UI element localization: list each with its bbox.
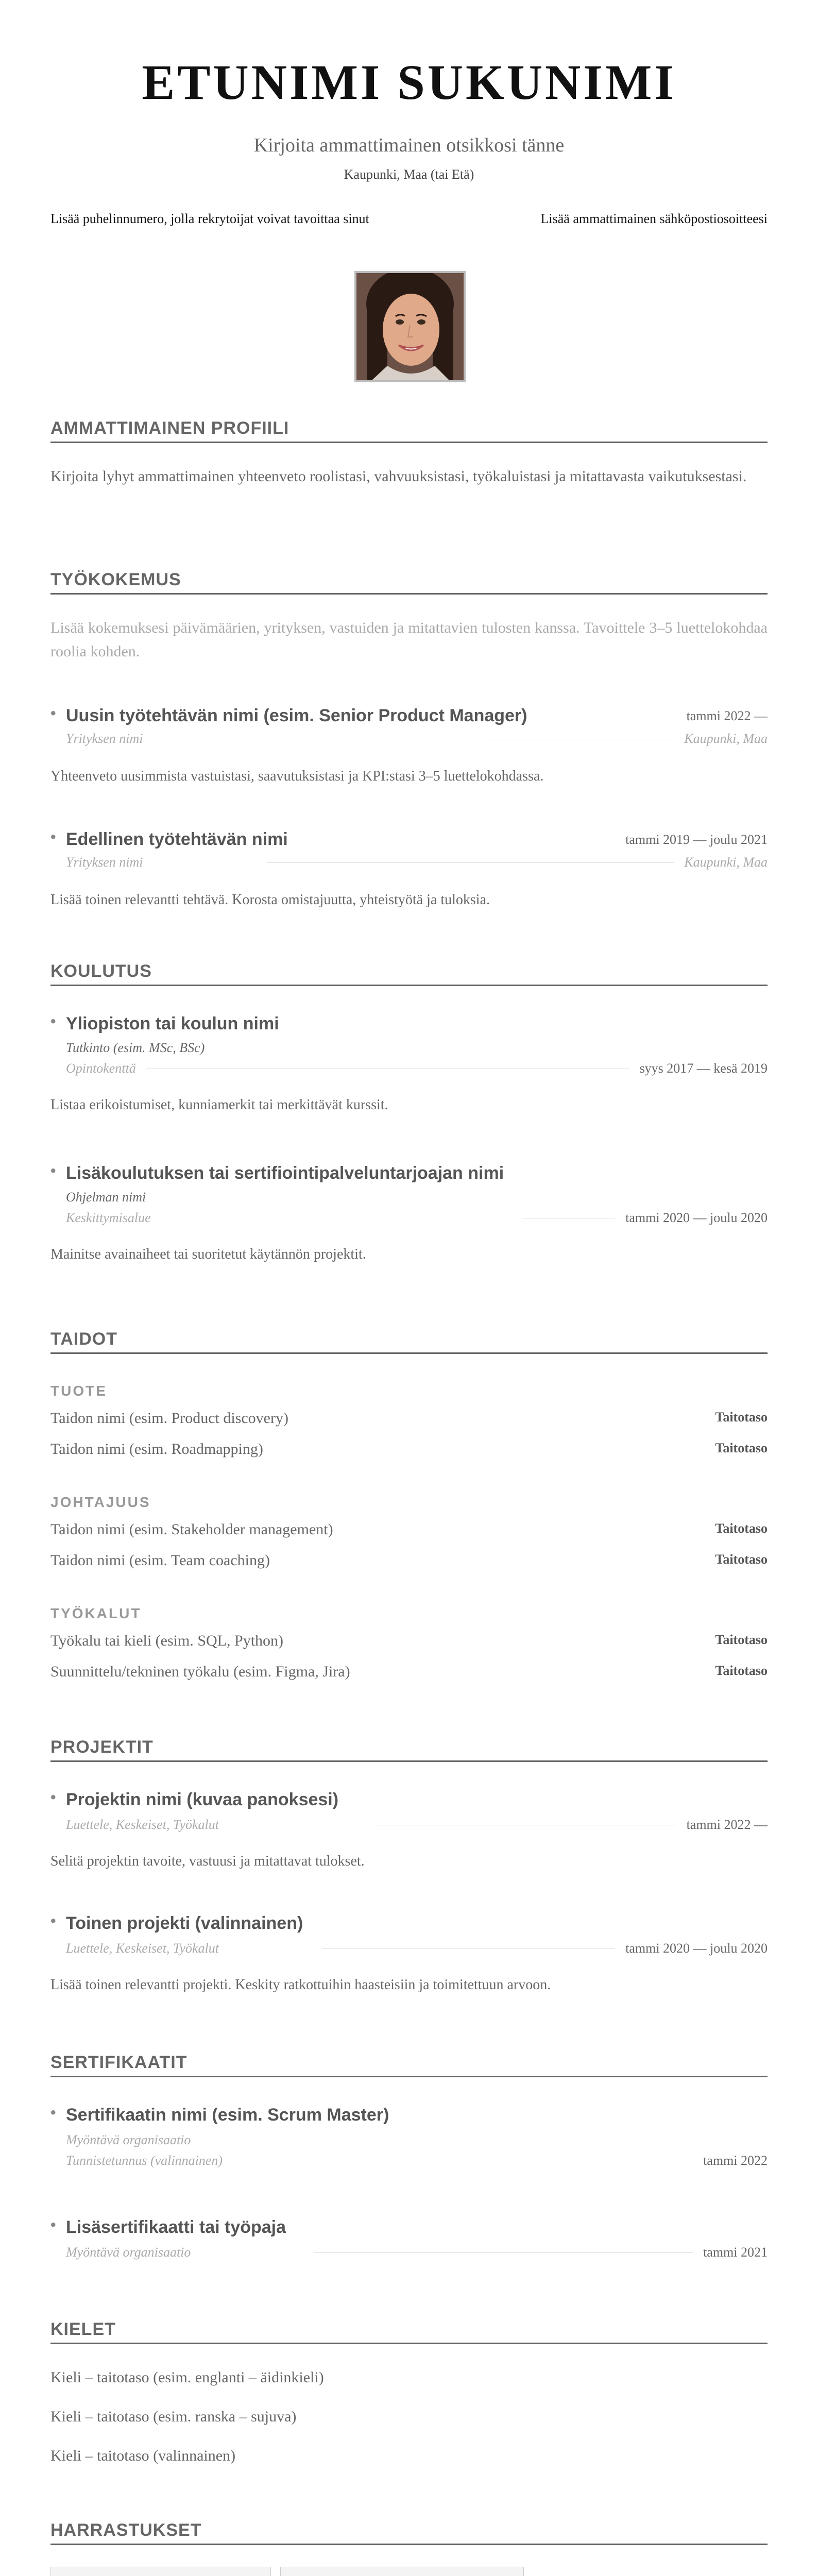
- education-item: [50, 1014, 768, 1113]
- project-dates: tammi 2022 —: [686, 1817, 768, 1832]
- divider: [373, 1824, 676, 1825]
- skill-level: Taitotaso: [715, 1521, 768, 1536]
- degree: Ohjelman nimi: [66, 1190, 146, 1205]
- job-description: Lisää toinen relevantti tehtävä. Korosta omistajuutta, yhteistyötä ja tuloksia.: [50, 892, 490, 908]
- certification-item: [50, 2105, 768, 2168]
- profile-section-title: AMMATTIMAINEN PROFIILI: [50, 418, 768, 443]
- education-section-title: KOULUTUS: [50, 961, 768, 986]
- company-name: Yrityksen nimi: [66, 855, 143, 870]
- issuing-organization: Myöntävä organisaatio: [66, 2245, 191, 2260]
- phone-text[interactable]: Lisää puhelinnumero, jolla rekrytoijat voivat tavoittaa sinut: [50, 211, 369, 226]
- skill-name: Taidon nimi (esim. Stakeholder management): [50, 1521, 333, 1538]
- certification-date: tammi 2021: [703, 2245, 768, 2260]
- skill-row: [50, 1552, 768, 1569]
- skill-level: Taitotaso: [715, 1552, 768, 1567]
- education-description: Mainitse avainaiheet tai suoritetut käytännön projektit.: [50, 1246, 366, 1262]
- skill-category: TYÖKALUT: [50, 1605, 142, 1621]
- school-name: • Lisäkoulutuksen tai sertifiointipalveluntarjoajan nimi: [50, 1163, 768, 1183]
- skill-row: [50, 1521, 768, 1538]
- portrait-image: [356, 273, 464, 380]
- location: Kaupunki, Maa (tai Etä): [344, 167, 474, 182]
- divider: [322, 1948, 615, 1949]
- job-description: Yhteenveto uusimmista vastuistasi, saavutuksistasi ja KPI:stasi 3–5 luettelokohdassa.: [50, 768, 544, 784]
- issuing-organization: Myöntävä organisaatio: [66, 2132, 191, 2147]
- divider: [267, 862, 674, 863]
- skill-level: Taitotaso: [715, 1632, 768, 1647]
- hobbies-section-title: HARRASTUKSET: [50, 2520, 768, 2545]
- skill-category: JOHTAJUUS: [50, 1494, 151, 1510]
- job-location: Kaupunki, Maa: [684, 855, 768, 870]
- experience-section-title: TYÖKOKEMUS: [50, 570, 768, 595]
- divider: [314, 2252, 693, 2253]
- email-text[interactable]: Lisää ammattimainen sähköpostiosoitteesi: [540, 211, 768, 226]
- skill-level: Taitotaso: [715, 1410, 768, 1425]
- project-name: • Projektin nimi (kuvaa panoksesi): [50, 1790, 768, 1810]
- profile-photo: [354, 271, 466, 382]
- school-name: • Yliopiston tai koulun nimi: [50, 1014, 768, 1034]
- skills-section-title: TAIDOT: [50, 1329, 768, 1354]
- skill-name: Taidon nimi (esim. Roadmapping): [50, 1440, 263, 1458]
- skill-level: Taitotaso: [715, 1663, 768, 1678]
- profile-summary: Kirjoita lyhyt ammattimainen yhteenveto roolistasi, vahvuuksistasi, työkaluistasi ja mitattavasta vaikutuksestasi.: [50, 468, 747, 485]
- project-description: Lisää toinen relevantti projekti. Keskity ratkottuihin haasteisiin ja toimitettuun arvoon.: [50, 1977, 551, 1993]
- project-tech: Luettele, Keskeiset, Työkalut: [66, 1941, 219, 1956]
- certification-item: [50, 2217, 768, 2260]
- project-name: • Toinen projekti (valinnainen): [50, 1913, 768, 1934]
- skill-name: Taidon nimi (esim. Product discovery): [50, 1410, 288, 1427]
- project-item: [50, 1790, 768, 1870]
- education-dates: syys 2017 — kesä 2019: [639, 1061, 768, 1076]
- job-title: • Edellinen työtehtävän nimi: [50, 829, 288, 850]
- divider: [522, 1217, 615, 1218]
- hobby-tag: [50, 2567, 271, 2576]
- projects-section-title: PROJEKTIT: [50, 1737, 768, 1762]
- education-description: Listaa erikoistumiset, kunniamerkit tai merkittävät kurssit.: [50, 1097, 388, 1113]
- hobby-tags: [50, 2567, 768, 2576]
- certification-date: tammi 2022: [703, 2153, 768, 2168]
- project-description: Selitä projektin tavoite, vastuusi ja mitattavat tulokset.: [50, 1853, 365, 1869]
- languages-section-title: KIELET: [50, 2319, 768, 2344]
- education-item: [50, 1163, 768, 1263]
- divider: [146, 1068, 629, 1069]
- experience-item: [50, 706, 768, 785]
- language-item: Kieli – taitotaso (esim. ranska – sujuva): [50, 2408, 297, 2425]
- job-dates: tammi 2022 —: [686, 708, 768, 723]
- skill-row: [50, 1663, 768, 1681]
- candidate-name: ETUNIMI SUKUNIMI: [142, 55, 676, 110]
- job-title: • Uusin työtehtävän nimi (esim. Senior Product Manager): [50, 706, 527, 726]
- credential-id: Tunnistetunnus (valinnainen): [66, 2153, 223, 2168]
- field-of-study: Keskittymisalue: [66, 1210, 151, 1225]
- degree: Tutkinto (esim. MSc, BSc): [66, 1040, 205, 1055]
- skill-name: Työkalu tai kieli (esim. SQL, Python): [50, 1632, 284, 1649]
- headline: Kirjoita ammattimainen otsikkosi tänne: [253, 134, 565, 156]
- hobby-tag: [280, 2567, 524, 2576]
- divider: [483, 738, 674, 739]
- project-dates: tammi 2020 — joulu 2020: [625, 1941, 768, 1956]
- job-dates: tammi 2019 — joulu 2021: [625, 832, 768, 847]
- skill-row: [50, 1440, 768, 1458]
- job-location: Kaupunki, Maa: [684, 731, 768, 746]
- certification-name: • Lisäsertifikaatti tai työpaja: [50, 2217, 768, 2238]
- project-tech: Luettele, Keskeiset, Työkalut: [66, 1817, 219, 1832]
- skill-name: Taidon nimi (esim. Team coaching): [50, 1552, 270, 1569]
- experience-item: [50, 829, 768, 908]
- contact-row: [50, 211, 768, 227]
- skill-row: [50, 1410, 768, 1427]
- certifications-section-title: SERTIFIKAATIT: [50, 2053, 768, 2077]
- project-item: [50, 1913, 768, 1993]
- experience-intro: Lisää kokemuksesi päivämäärien, yrityksen, vastuiden ja mitattavien tulosten kanssa. Tavoittele 3–5 luettelokohdaa roolia kohden.: [50, 619, 768, 660]
- education-dates: tammi 2020 — joulu 2020: [625, 1210, 768, 1225]
- skill-row: [50, 1632, 768, 1650]
- skill-name: Suunnittelu/tekninen työkalu (esim. Figma, Jira): [50, 1663, 350, 1680]
- divider: [315, 2160, 693, 2161]
- skill-category: TUOTE: [50, 1383, 107, 1399]
- company-name: Yrityksen nimi: [66, 731, 143, 746]
- language-item: Kieli – taitotaso (valinnainen): [50, 2447, 236, 2464]
- certification-name: • Sertifikaatin nimi (esim. Scrum Master): [50, 2105, 768, 2125]
- skill-level: Taitotaso: [715, 1440, 768, 1455]
- field-of-study: Opintokenttä: [66, 1061, 136, 1076]
- language-item: Kieli – taitotaso (esim. englanti – äidinkieli): [50, 2369, 324, 2386]
